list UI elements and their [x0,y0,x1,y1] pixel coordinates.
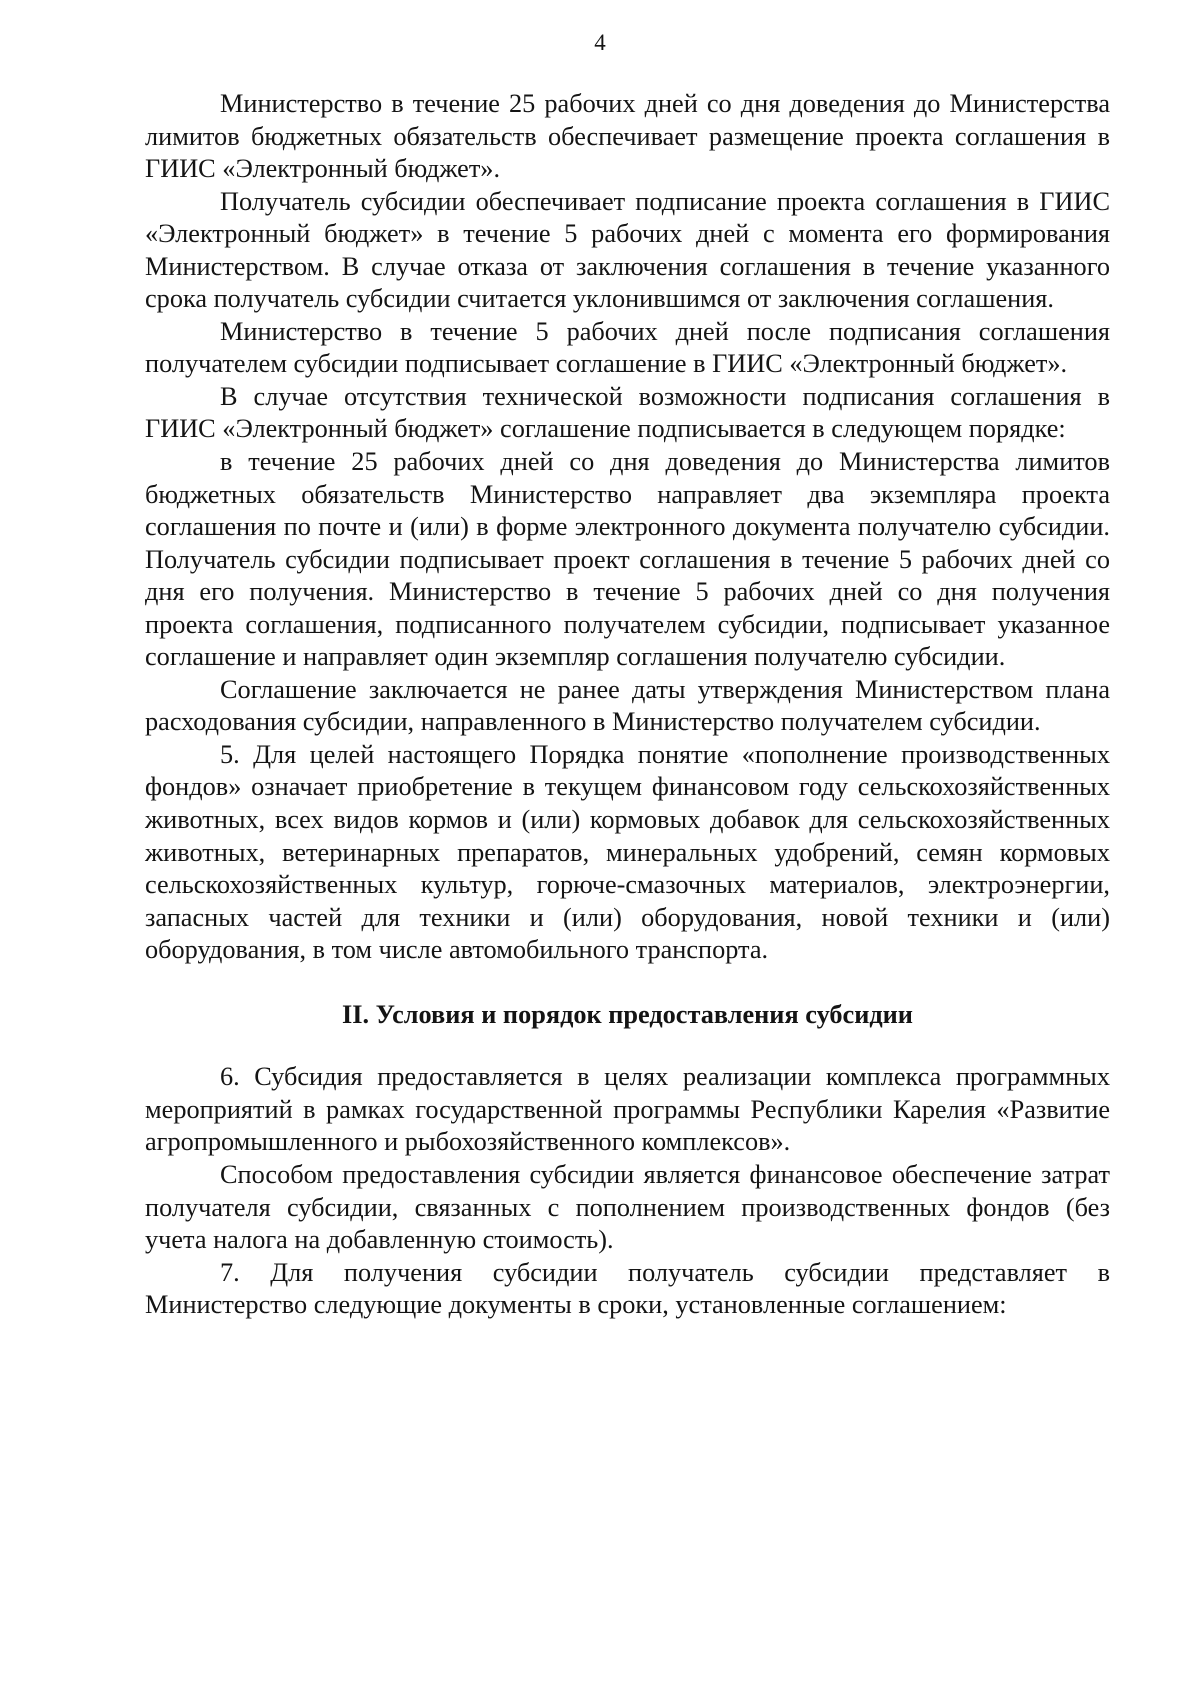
paragraph-recipient-signing: Получатель субсидии обеспечивает подписание проекта соглашения в ГИИС «Электронный бюджет» в течение 5 рабочих дней с момента его формирования Министерством. В случае отказа от заключения соглашения в течение указанного срока получатель субсидии считается уклонившимся от заключения соглашения. [145,186,1110,314]
paragraph-item-6: 6. Субсидия предоставляется в целях реализации комплекса программных мероприятий в рамках государственной программы Республики Карелия «Развитие агропромышленного и рыбохозяйственного комплексов». [145,1062,1110,1157]
paragraph-item-5: 5. Для целей настоящего Порядка понятие «пополнение производственных фондов» означает приобретение в текущем финансовом году сельскохозяйственных животных, всех видов кормов и (или) кормовых добавок для сельскохозяйственных животных, ветеринарных препаратов, минеральных удобрений, семян кормовых сельскохозяйственных культур, горюче-смазочных материалов, электроэнергии, запасных частей для техники и (или) оборудования, новой техники и (или) оборудования, в том числе автомобильного транспорта. [145,739,1110,965]
page-number: 4 [594,30,606,55]
paragraph-item-7: 7. Для получения субсидии получатель субсидии представляет в Министерство следующие документы в сроки, установленные соглашением: [145,1257,1110,1320]
paragraph-placement-in-giis: Министерство в течение 25 рабочих дней со дня доведения до Министерства лимитов бюджетных обязательств обеспечивает размещение проекта соглашения в ГИИС «Электронный бюджет». [145,89,1110,184]
paragraph-no-technical-possibility: В случае отсутствия технической возможности подписания соглашения в ГИИС «Электронный бюджет» соглашение подписывается в следующем порядке: [145,381,1110,444]
section-heading: II. Условия и порядок предоставления субсидии [342,999,913,1029]
paragraph-ministry-signing: Министерство в течение 5 рабочих дней после подписания соглашения получателем субсидии подписывает соглашение в ГИИС «Электронный бюджет». [145,316,1110,379]
document-body [145,88,1110,1322]
paragraph-agreement-date: Соглашение заключается не ранее даты утверждения Министерством плана расходования субсидии, направленного в Министерство получателем субсидии. [145,674,1110,737]
paragraph-paper-signing-procedure: в течение 25 рабочих дней со дня доведения до Министерства лимитов бюджетных обязательств Министерство направляет два экземпляра проекта соглашения по почте и (или) в форме электронного документа получателю субсидии. Получатель субсидии подписывает проект соглашения в течение 5 рабочих дней со дня его получения. Министерство в течение 5 рабочих дней со дня получения проекта соглашения, подписанного получателем субсидии, подписывает указанное соглашение и направляет один экземпляр соглашения получателю субсидии. [145,447,1110,672]
paragraph-method-of-provision: Способом предоставления субсидии является финансовое обеспечение затрат получателя субсидии, связанных с пополнением производственных фондов (без учета налога на добавленную стоимость). [145,1159,1110,1255]
